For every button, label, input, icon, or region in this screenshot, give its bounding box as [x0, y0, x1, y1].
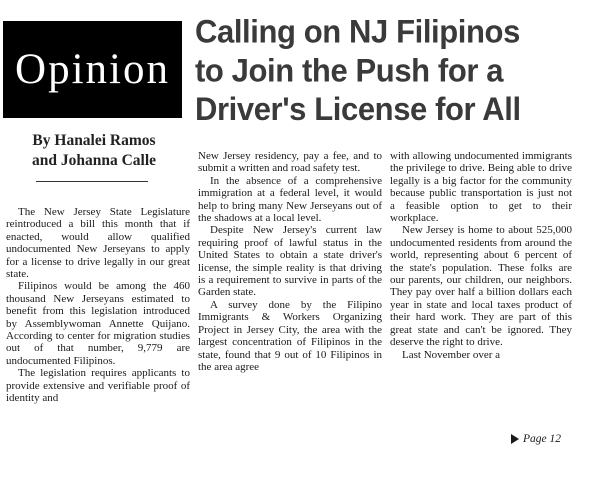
paragraph: The legislation requires applicants to provide extensive and verifiable proof of identity and	[6, 367, 190, 405]
headline-line-1: Calling on NJ Filipinos	[195, 13, 520, 50]
paragraph: with allowing undocumented immigrants the privilege to drive. Being able to drive legally is a big factor for the community because public transportation is just not a feasible option to get to their workplace.	[390, 150, 572, 225]
continuation-label: Page 12	[523, 433, 562, 445]
paragraph: Last November over a	[402, 348, 501, 361]
paragraph: The New Jersey State Legislature reintroduced a bill this month that if enacted, would allow qualified undocumented New Jerseyans to apply for a license to drive legally in our great state.	[6, 206, 190, 281]
paragraph: Despite New Jersey's current law requiring proof of lawful status in the United States to obtain a state driver's license, the simple reality is that driving is a requirement to survive in parts of the Garden state.	[198, 224, 382, 299]
paragraph: A survey done by the Filipino Immigrants & Workers Organizing Project in Jersey City, the area with the largest concentration of Filipinos in the state, found that 9 out of 10 Filipinos in the area agree	[198, 298, 382, 373]
paragraph: New Jersey is home to about 525,000 undocumented residents from around the world, representing about 6 percent of the state's population. These folks are our parents, our children, our neighbors. They pay over half a billion dollars each year in state and local taxes product of their hard work. They are part of this great state and can't be ignored. They deserve the right to drive.	[390, 224, 572, 349]
paragraph: In the absence of a comprehensive immigration at a federal level, it would help to bring many New Jerseyans out of the shadows at a local level.	[198, 174, 382, 225]
arrow-right-icon	[511, 434, 519, 444]
article-column-3	[390, 150, 572, 361]
paragraph: Filipinos would be among the 460 thousand New Jerseyans estimated to benefit from this legislation introduced by Assemblywoman Annette Quijano. According to center for migration studies out of that number, 9,779 are undocumented Filipinos.	[6, 280, 190, 367]
byline-divider	[36, 181, 148, 182]
byline-line-1: By Hanalei Ramos	[32, 132, 156, 149]
headline-line-3: Driver's License for All	[195, 90, 521, 128]
section-label: Opinion	[15, 46, 170, 93]
headline	[195, 12, 609, 129]
byline	[0, 131, 188, 171]
article-column-2	[198, 150, 382, 373]
paragraph: New Jersey residency, pay a fee, and to submit a written and road safety test.	[198, 150, 382, 175]
section-banner	[3, 21, 182, 118]
article-column-1	[6, 206, 190, 405]
byline-line-2: and Johanna Calle	[31, 152, 157, 169]
continuation-link[interactable]	[511, 433, 561, 445]
headline-line-2: to Join the Push for a	[195, 51, 504, 89]
